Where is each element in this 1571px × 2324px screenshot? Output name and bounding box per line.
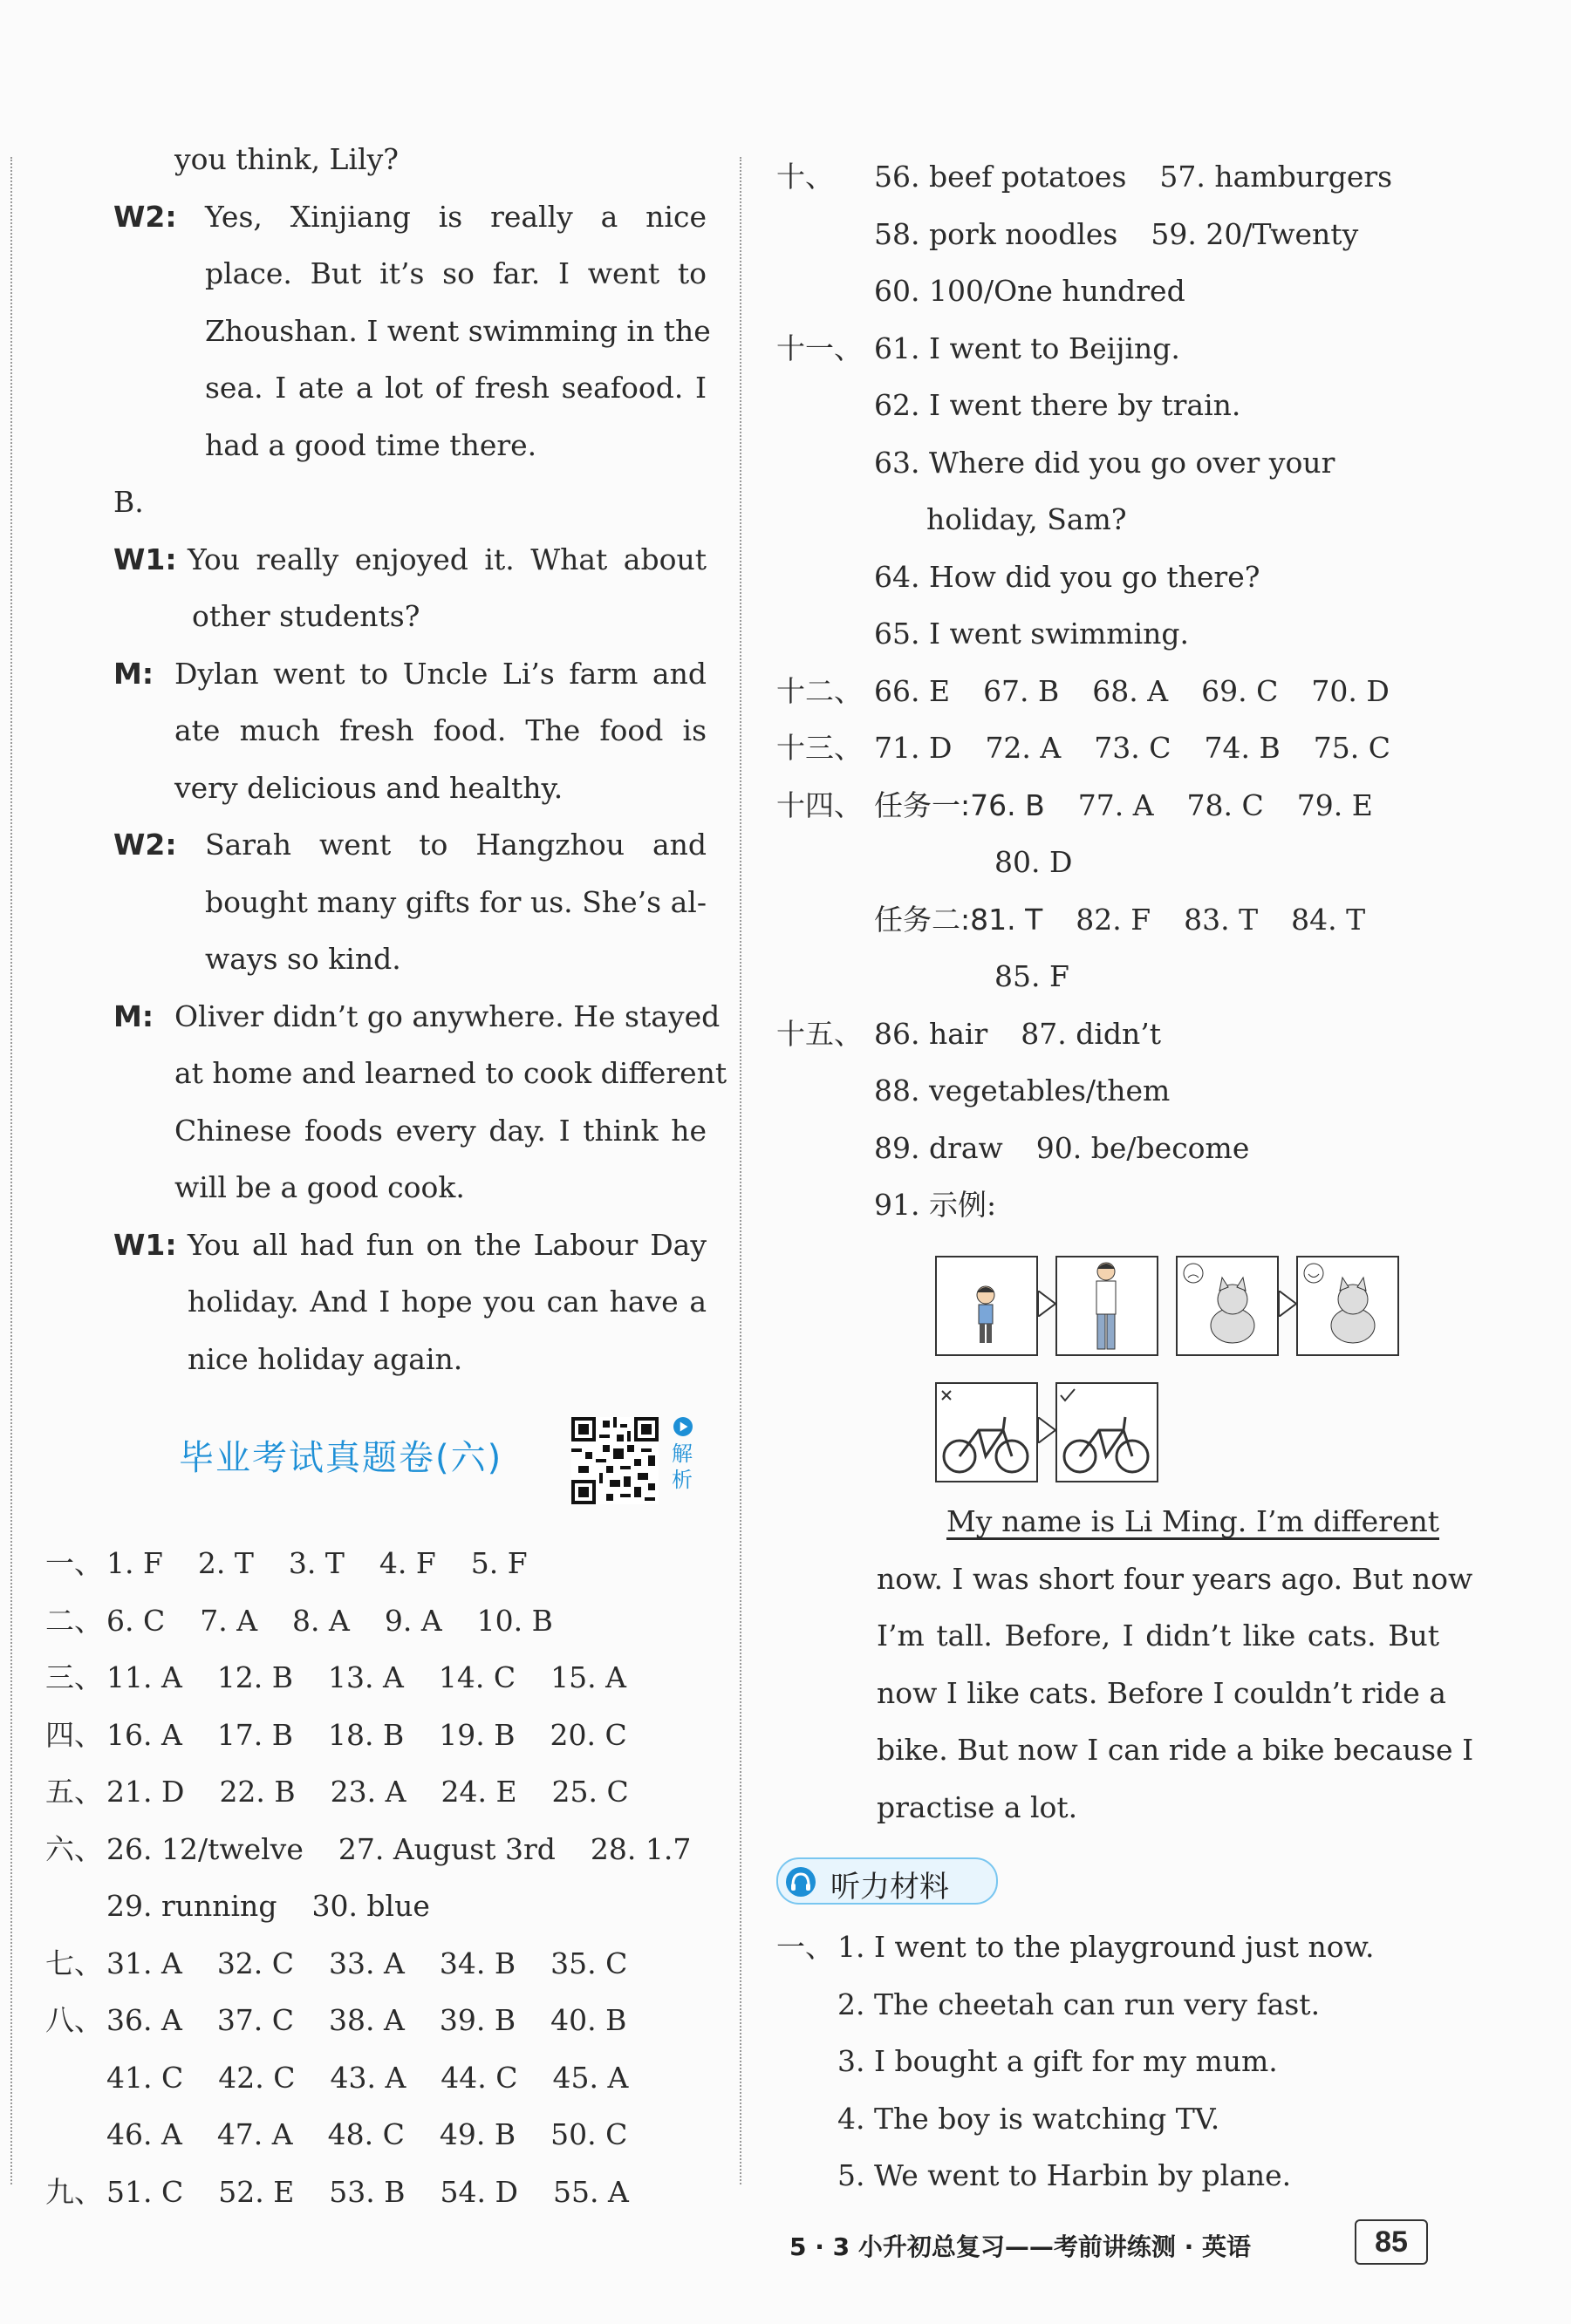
answer-row — [776, 1062, 1439, 1120]
answer-item: 4. F — [379, 1546, 436, 1580]
answer-item: 50. C — [550, 2117, 628, 2151]
qr-code-icon[interactable] — [571, 1417, 659, 1504]
answer-item: 17. B — [216, 1717, 294, 1752]
answer-row — [45, 1535, 708, 1592]
answer-item: 75. C — [1313, 731, 1390, 765]
answer-item: 35. C — [550, 1946, 628, 1980]
answer-row — [776, 891, 1439, 949]
dialogue-line: ate much fresh food. The food is — [174, 713, 707, 747]
answer-item: 60. 100/One hundred — [874, 274, 1185, 308]
answer-item: 34. B — [439, 1946, 516, 1980]
answer-row — [776, 777, 1439, 835]
answer-item: 41. C — [106, 2060, 184, 2095]
answer-item: 64. How did you go there? — [874, 559, 1260, 594]
answer-item: 68. A — [1092, 673, 1169, 708]
listening-item — [776, 1918, 1439, 1976]
arrow-icon — [1038, 1291, 1055, 1317]
answer-row — [45, 1935, 708, 1993]
section-number: 六、 — [45, 1831, 103, 1866]
headphones-icon — [785, 1866, 816, 1898]
answer-item: 1. F — [106, 1546, 163, 1580]
answer-item: 80. D — [994, 845, 1073, 879]
answer-item: 19. B — [439, 1717, 516, 1752]
answer-row — [776, 148, 1439, 206]
answer-item: 48. C — [327, 2117, 405, 2151]
answer-item: 89. draw — [874, 1130, 1003, 1165]
answer-item: 70. D — [1311, 673, 1390, 708]
answer-item: 88. vegetables/them — [874, 1073, 1171, 1107]
answer-row — [776, 549, 1439, 606]
answer-item: 71. D — [874, 731, 953, 765]
dialogue-line: You all had fun on the Labour Day — [188, 1227, 707, 1262]
essay-paragraph — [877, 1493, 1474, 1836]
answer-item: 21. D — [106, 1775, 185, 1809]
answer-item: 47. A — [216, 2117, 293, 2151]
section-number: 七、 — [45, 1946, 103, 1980]
answer-item: 63. Where did you go over your — [874, 445, 1335, 480]
section-number: 二、 — [45, 1603, 103, 1638]
speaker-m: M: — [113, 998, 154, 1033]
dialogue-line: Sarah went to Hangzhou and — [205, 828, 707, 862]
answer-item: 2. T — [197, 1546, 254, 1580]
answer-item: 57. hamburgers — [1159, 160, 1393, 194]
answer-item: 53. B — [329, 2174, 406, 2209]
answer-row — [45, 1707, 708, 1764]
section-label-b: B. — [113, 485, 144, 519]
answer-item: 31. A — [106, 1946, 182, 1980]
answer-item: 85. F — [994, 959, 1069, 993]
answer-row — [776, 948, 1439, 1005]
dialogue-line: will be a good cook. — [174, 1170, 465, 1204]
answer-item: 24. E — [441, 1775, 517, 1809]
section-number: 十二、 — [776, 673, 863, 708]
essay-line: bike. But now I can ride a bike because I — [877, 1733, 1474, 1767]
answer-item: 87. didn’t — [1021, 1016, 1162, 1051]
listening-title: 听力材料 — [830, 1870, 949, 1905]
essay-line: My name is Li Ming. I’m different — [946, 1504, 1439, 1538]
answer-item: 20. C — [550, 1717, 627, 1752]
section-number: 十、 — [776, 160, 834, 194]
answer-item: 14. C — [438, 1660, 516, 1694]
answer-item: 52. E — [218, 2174, 295, 2209]
answer-item: 62. I went there by train. — [874, 388, 1241, 422]
right-answer-list — [776, 148, 1439, 1234]
listening-item — [776, 1976, 1439, 2034]
answer-item: 49. B — [439, 2117, 516, 2151]
answer-item: 78. C — [1186, 787, 1264, 822]
answer-item: 27. August 3rd — [338, 1831, 556, 1866]
column-divider — [740, 157, 741, 2184]
answer-row — [776, 206, 1439, 263]
section-number: 十四、 — [776, 787, 863, 822]
answer-item: 67. B — [983, 673, 1060, 708]
dialogue-line: place. But it’s so far. I went to — [205, 256, 707, 290]
answer-row — [45, 2049, 708, 2107]
answer-row — [45, 1649, 708, 1707]
answer-item: 10. B — [476, 1603, 553, 1638]
section-number: 十五、 — [776, 1016, 863, 1051]
answer-row — [776, 719, 1439, 777]
dialogue-line: very delicious and healthy. — [174, 770, 564, 805]
speaker-m: M: — [113, 656, 154, 691]
answer-item: holiday, Sam? — [926, 502, 1127, 536]
answer-item: 61. I went to Beijing. — [874, 331, 1180, 365]
dialogue-line: Chinese foods every day. I think he — [174, 1113, 707, 1148]
answer-item: 79. E — [1296, 787, 1373, 822]
essay-line: now. I was short four years ago. But now — [877, 1561, 1473, 1596]
play-icon — [673, 1417, 693, 1436]
answer-item: 15. A — [550, 1660, 626, 1694]
answer-row — [776, 834, 1439, 891]
answer-row — [776, 377, 1439, 434]
speaker-w2: W2: — [113, 199, 177, 234]
dialogue-line: sea. I ate a lot of fresh seafood. I — [205, 371, 707, 405]
answer-row — [776, 605, 1439, 663]
answer-item: 46. A — [106, 2117, 182, 2151]
book-footer: 5 · 3 小升初总复习——考前讲练测 · 英语 — [789, 2232, 1251, 2261]
answer-row — [776, 1005, 1439, 1063]
answer-item: 77. A — [1077, 787, 1154, 822]
answer-item: 5. F — [470, 1546, 528, 1580]
answer-item: 36. A — [106, 2003, 182, 2037]
answer-item: 26. 12/twelve — [106, 1831, 304, 1866]
listening-sentence: 1. I went to the playground just now. — [837, 1930, 1375, 1964]
section-number: 五、 — [45, 1775, 103, 1809]
section-number: 三、 — [45, 1660, 103, 1694]
listening-item — [776, 2147, 1439, 2205]
essay-line: I’m tall. Before, I didn’t like cats. But — [877, 1619, 1439, 1653]
dialogue-line: had a good time there. — [205, 427, 537, 462]
speaker-w2: W2: — [113, 828, 177, 862]
answer-item: 45. A — [552, 2060, 629, 2095]
answer-item: 91. 示例: — [874, 1188, 997, 1222]
listening-sentence: 3. I bought a gift for my mum. — [837, 2044, 1278, 2078]
answer-item: 18. B — [328, 1717, 405, 1752]
section-number: 四、 — [45, 1717, 103, 1752]
essay-line: practise a lot. — [877, 1789, 1078, 1824]
answer-row — [776, 663, 1439, 720]
page-number: 85 — [1355, 2219, 1428, 2265]
dialogue-line: other students? — [192, 599, 420, 633]
answer-item: 59. 20/Twenty — [1151, 216, 1359, 251]
answer-item: 38. A — [329, 2003, 405, 2037]
analysis-label[interactable]: 解析 — [672, 1441, 693, 1492]
answer-item: 55. A — [552, 2174, 629, 2209]
answer-row — [45, 1592, 708, 1650]
answer-item: 74. B — [1204, 731, 1281, 765]
answer-item: 33. A — [329, 1946, 405, 1980]
listening-list — [776, 1918, 1439, 2205]
short-boy-picture — [935, 1256, 1038, 1356]
answer-item: 22. B — [219, 1775, 296, 1809]
answer-item: 40. B — [550, 2003, 627, 2037]
answer-item: 28. 1.7 — [590, 1831, 692, 1866]
answer-item: 84. T — [1291, 902, 1366, 937]
answer-item: 16. A — [106, 1717, 182, 1752]
answer-item: 39. B — [439, 2003, 516, 2037]
section-number: 一、 — [776, 1930, 834, 1964]
dialogue-line: ways so kind. — [205, 942, 401, 976]
dialogue-line: you think, Lily? — [174, 142, 399, 176]
dislike-cat-picture — [1176, 1256, 1279, 1356]
answer-item: 58. pork noodles — [874, 216, 1118, 251]
listening-item — [776, 2090, 1439, 2148]
answer-row — [776, 491, 1439, 549]
answer-item: 72. A — [985, 731, 1062, 765]
dialogue-line: Yes, Xinjiang is really a nice — [205, 199, 707, 234]
answer-row — [776, 434, 1439, 492]
dialogue-line: You really enjoyed it. What about — [188, 542, 707, 576]
answer-item: 51. C — [106, 2174, 184, 2209]
answer-item: 56. beef potatoes — [874, 160, 1127, 194]
answer-item: 9. A — [384, 1603, 442, 1638]
answer-item: 11. A — [106, 1660, 182, 1694]
answer-row — [776, 320, 1439, 378]
section-number: 一、 — [45, 1546, 103, 1580]
answer-row — [45, 1992, 708, 2049]
answer-item: 12. B — [216, 1660, 294, 1694]
listening-sentence: 5. We went to Harbin by plane. — [837, 2158, 1292, 2192]
answer-item: 73. C — [1094, 731, 1171, 765]
answer-item: 69. C — [1201, 673, 1279, 708]
cannot-ride-bike-picture — [935, 1382, 1038, 1482]
section-number: 九、 — [45, 2174, 103, 2209]
dialogue-line: Dylan went to Uncle Li’s farm and — [174, 656, 707, 691]
answer-item: 8. A — [292, 1603, 350, 1638]
listening-sentence: 4. The boy is watching TV. — [837, 2101, 1220, 2136]
answer-item: 65. I went swimming. — [874, 617, 1190, 651]
answer-item: 3. T — [288, 1546, 345, 1580]
dialogue-line: bought many gifts for us. She’s al- — [205, 884, 707, 919]
arrow-icon — [1279, 1291, 1296, 1317]
answer-item: 6. C — [106, 1603, 166, 1638]
dialogue-line: Oliver didn’t go anywhere. He stayed — [174, 998, 721, 1033]
answer-row — [45, 1821, 708, 1878]
dialogue-line: Zhoushan. I went swimming in the — [205, 313, 711, 348]
left-margin-guide — [10, 157, 12, 2184]
answer-item: 43. A — [330, 2060, 406, 2095]
answer-item: 37. C — [216, 2003, 295, 2037]
answer-row — [776, 262, 1439, 320]
left-answer-list — [45, 1535, 708, 2220]
answer-row — [45, 1878, 708, 1935]
speaker-w1: W1: — [113, 1227, 177, 1262]
section-number: 十一、 — [776, 331, 863, 365]
answer-item: 42. C — [218, 2060, 296, 2095]
can-ride-bike-picture — [1055, 1382, 1158, 1482]
answer-item: 29. running — [106, 1889, 277, 1923]
dialogue-line: nice holiday again. — [188, 1341, 463, 1376]
essay-line: now I like cats. Before I couldn’t ride a — [877, 1675, 1446, 1710]
listening-material-header — [776, 1857, 998, 1905]
answer-row — [45, 2106, 708, 2164]
answer-item: 82. F — [1076, 902, 1151, 937]
speaker-w1: W1: — [113, 542, 177, 576]
like-cat-picture — [1296, 1256, 1399, 1356]
section-number: 十三、 — [776, 731, 863, 765]
answer-item: 30. blue — [311, 1889, 430, 1923]
answer-item: 44. C — [441, 2060, 518, 2095]
answer-item: 7. A — [200, 1603, 258, 1638]
answer-row — [45, 1763, 708, 1821]
tall-boy-picture — [1055, 1256, 1158, 1356]
arrow-icon — [1038, 1417, 1055, 1443]
answer-item: 54. D — [440, 2174, 518, 2209]
answer-item: 13. A — [328, 1660, 404, 1694]
dialogue-line: holiday. And I hope you can have a — [188, 1285, 707, 1319]
answer-item: 90. be/become — [1035, 1130, 1250, 1165]
answer-row — [776, 1120, 1439, 1177]
answer-item: 86. hair — [874, 1016, 988, 1051]
answer-row — [776, 1176, 1439, 1234]
listening-item — [776, 2033, 1439, 2090]
answer-row — [45, 2164, 708, 2221]
answer-item: 66. E — [874, 673, 951, 708]
exam-section-title: 毕业考试真题卷(六) — [179, 1438, 503, 1478]
listening-sentence: 2. The cheetah can run very fast. — [837, 1987, 1321, 2021]
answer-item: 23. A — [330, 1775, 406, 1809]
answer-item: 32. C — [216, 1946, 295, 1980]
answer-item: 83. T — [1184, 902, 1259, 937]
section-number: 八、 — [45, 2003, 103, 2037]
left-dialogue — [113, 131, 727, 1387]
answer-item: 25. C — [551, 1775, 629, 1809]
dialogue-line: at home and learned to cook different — [174, 1056, 727, 1090]
answer-item: 任务一:76. B — [874, 787, 1045, 822]
answer-item: 任务二:81. T — [874, 902, 1043, 937]
